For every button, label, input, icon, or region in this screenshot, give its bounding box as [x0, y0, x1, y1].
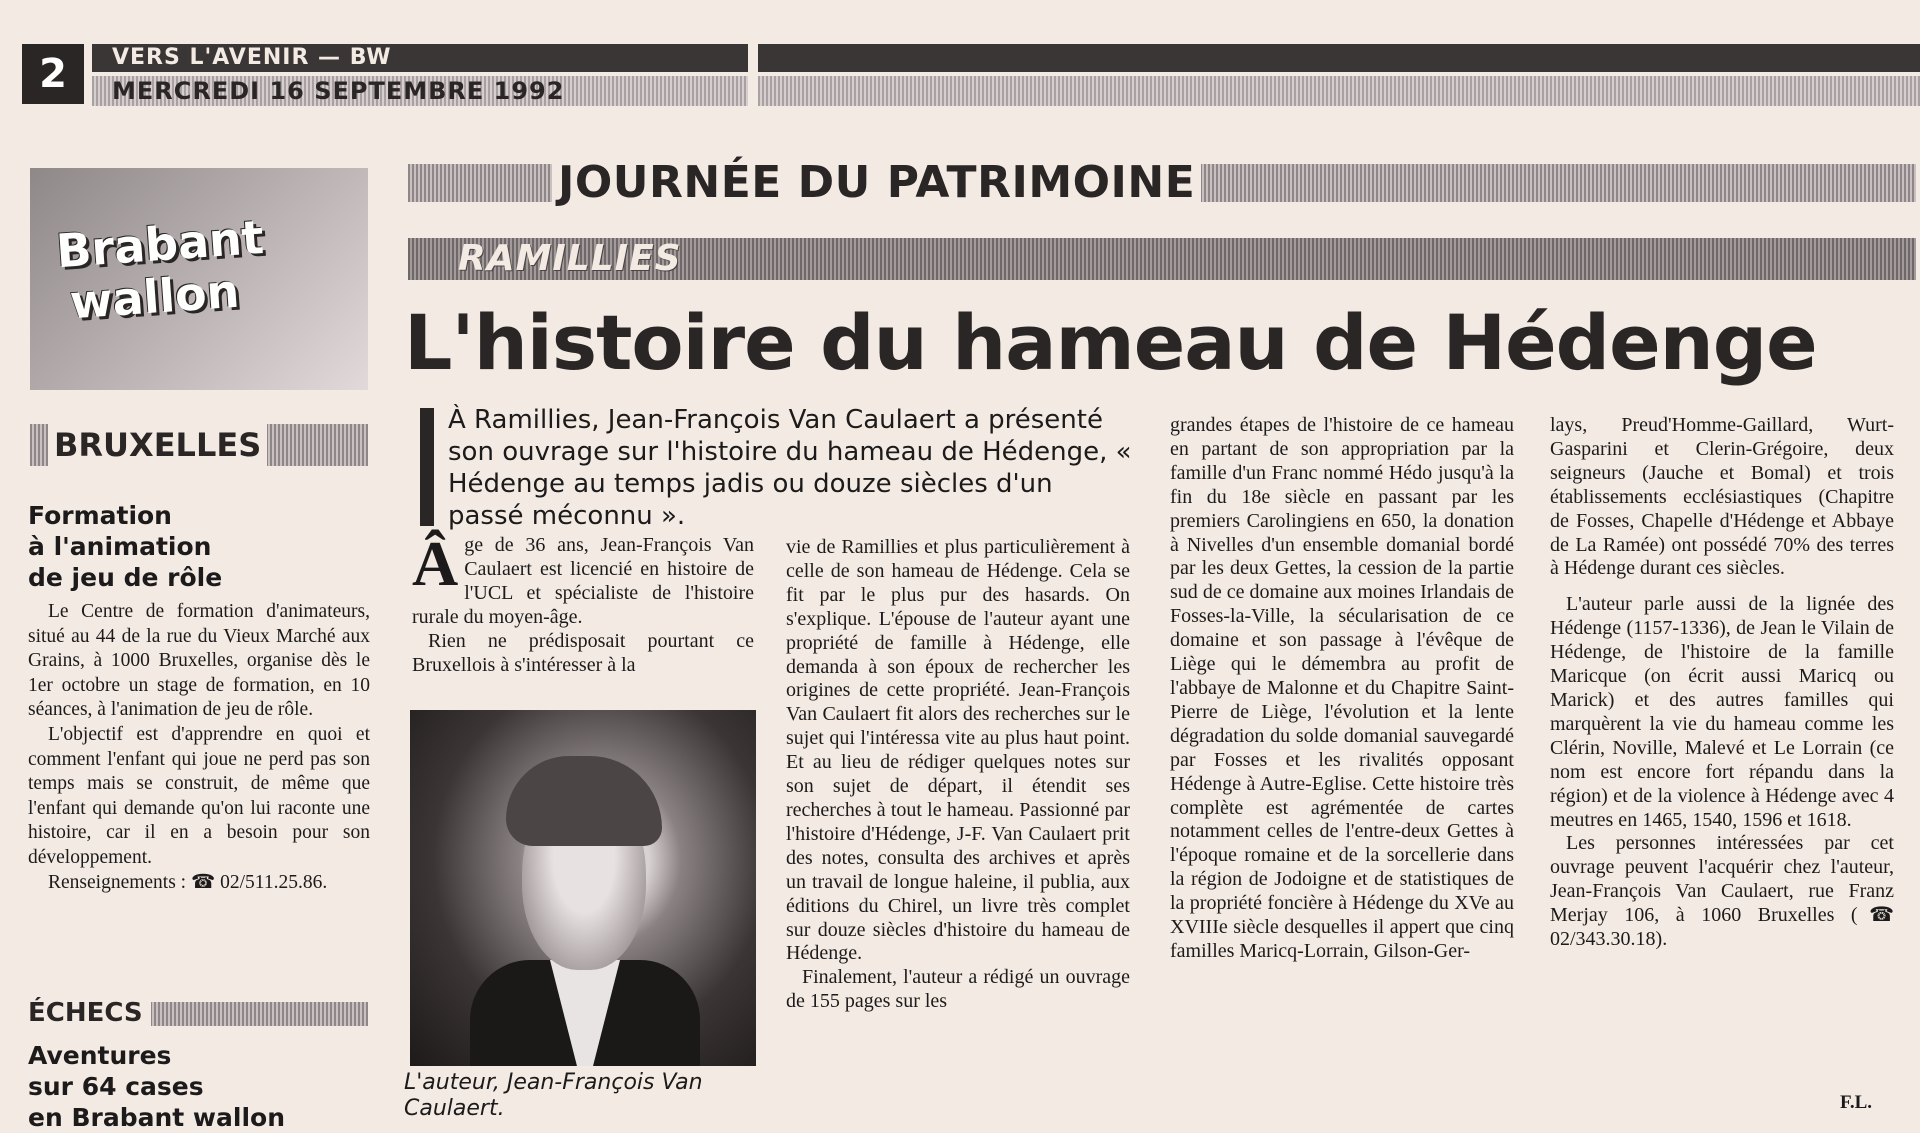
column-2 [786, 536, 1130, 1014]
paragraph: vie de Ramillies et plus particulièrement à celle de son hameau de Hédenge. Cela se fit par le plus pur des hasards. On s'explique. L'épouse de l'auteur ayant une propriété de famille à Hédenge, elle demanda à son époux de rechercher les origines de cette propriété. Jean-François Van Caulaert fit alors des recherches sur le sujet qui l'intéressa vite au plus haut point. Et au lieu de rédiger quelques notes sur son sujet de départ, il étendit ses recherches à tout le hameau. Passionné par l'histoire d'Hédenge, J-F. Van Caulaert prit des notes, consulta des archives et après un travail de longue haleine, il publia, aux éditions du Chirel, un livre très complet sur douze siècles d'histoire du hameau de Hédenge. [786, 536, 1130, 965]
chapo-rule [420, 408, 434, 526]
headline: L'histoire du hameau de Hédenge [404, 298, 1817, 387]
article-body-formation [28, 600, 370, 895]
drop-cap: Â [412, 528, 459, 599]
column-4 [1550, 414, 1894, 952]
article-title-line: Aventures [28, 1041, 172, 1070]
region-badge-line1: Brabant [54, 209, 266, 279]
article-title-line: sur 64 cases [28, 1072, 204, 1101]
article-title-echecs [28, 1040, 368, 1133]
kicker: JOURNÉE DU PATRIMOINE [552, 156, 1201, 210]
region-badge [30, 168, 368, 390]
paragraph: Les personnes intéressées par cet ouvrage peuvent l'acquérir chez l'auteur, Jean-François Van Caulaert, rue Franz Merjay 106, à 1060 Bruxelles (☎ 02/343.30.18). [1550, 832, 1894, 951]
paragraph: ge de 36 ans, Jean-François Van Caulaert est licencié en histoire de l'UCL et spécialiste de l'histoire rurale du moyen-âge. [412, 534, 754, 628]
masthead-date-bar-right [758, 76, 1920, 106]
article-title-line: en Brabant wallon [28, 1103, 286, 1132]
paragraph: grandes étapes de l'histoire de ce hameau en partant de son appropriation par la famille d'un Franc nommé Hédo jusqu'à la fin du 18e siècle en passant par les premiers Carolingiens en 650, la donation à Nivelles d'un ensemble domanial bordé par les deux Gettes, la cession de la partie sud de ce domaine aux moines Irlandais de Fosses-la-Ville, la sécularisation de ce domaine et son passage à l'évêque de Liège qui le démembra au profit de l'abbaye de Malonne et du Chapitre Saint-Pierre de Liège, l'évolution et la lente dégradation du solde domanial sauvegardé par Fosses et les rivalités opposant Hédenge à Autre-Eglise. Cette histoire très complète est agrémentée de cartes notamment celles de l'entre-deux Gettes à l'époque romaine et de la sorcellerie dans la région de Jodoigne et de statistiques de la propriété foncière à Hédenge du XVe au XVIIIe siècle desquelles il appert que cinq familles Maricq-Lorrain, Gilson-Ger- [1170, 414, 1514, 962]
column-3 [1170, 414, 1514, 964]
article-title-formation [28, 500, 358, 593]
paragraph: Rien ne prédisposait pourtant ce Bruxellois à s'intéresser à la [412, 629, 754, 676]
paragraph: Finalement, l'auteur a rédigé un ouvrage de 155 pages sur les [786, 966, 1130, 1013]
region-badge-line2: wallon [68, 263, 241, 330]
article-title-line: de jeu de rôle [28, 563, 223, 592]
section-title-bruxelles: BRUXELLES [48, 424, 267, 466]
chapo: À Ramillies, Jean-François Van Caulaert a présenté son ouvrage sur l'histoire du hameau de Hédenge, « Hédenge au temps jadis ou douze siècles d'un passé méconnu ». [448, 405, 1132, 531]
page-number: 2 [22, 44, 84, 104]
location-label: RAMILLIES [458, 238, 682, 279]
paragraph: lays, Preud'Homme-Gaillard, Wurt-Gasparini et Clerin-Grégoire, deux seigneurs (Jauche et Bomal) et trois établissements ecclésiastiques (Chapitre de Fosses, Chapelle d'Hédenge et Abbaye de La Ramée) ont possédé 70% des terres à Hédenge durant ces siècles. [1550, 414, 1894, 580]
paragraph: L'auteur parle aussi de la lignée des Hédenge (1157-1336), de Jean le Vilain de Hédenge, de l'histoire de la famille Maricque (on écrit aussi Maricq ou Marick) et des autres familles qui marquèrent la vie du hameau comme les Clérin, Noville, Malevé et Le Lorrain (ce nom est encore fort répandu dans la région) et de la violence à Hédenge avec 4 meutres en 1465, 1540, 1596 et 1618. [1550, 593, 1894, 831]
paragraph: L'objectif est d'apprendre en quoi et comment l'enfant qui joue ne perd pas son temps mais se construit, de même que l'enfant qui demande qu'on lui raconte une histoire, car il en a besoin pour son développement. [28, 723, 370, 868]
masthead-bar-right [758, 44, 1920, 72]
newspaper-name: VERS L'AVENIR — BW [112, 45, 392, 70]
contact-info: Renseignements : ☎ 02/511.25.86. [48, 871, 328, 893]
issue-date: MERCREDI 16 SEPTEMBRE 1992 [112, 77, 565, 105]
portrait-hair [506, 756, 662, 846]
article-title-line: Formation [28, 501, 172, 530]
photo-caption: L'auteur, Jean-François Van Caulaert. [404, 1070, 703, 1121]
paragraph: Le Centre de formation d'animateurs, situé au 44 de la rue du Vieux Marché aux Grains, à 1000 Bruxelles, organise dès le 1er octobre un stage de formation, en 10 séances, à l'animation de jeu de rôle. [28, 601, 370, 721]
column-1 [412, 528, 754, 677]
section-title-echecs: ÉCHECS [28, 996, 151, 1030]
author-signature: F.L. [1840, 1092, 1873, 1113]
author-photo [410, 710, 756, 1066]
article-title-line: à l'animation [28, 532, 212, 561]
